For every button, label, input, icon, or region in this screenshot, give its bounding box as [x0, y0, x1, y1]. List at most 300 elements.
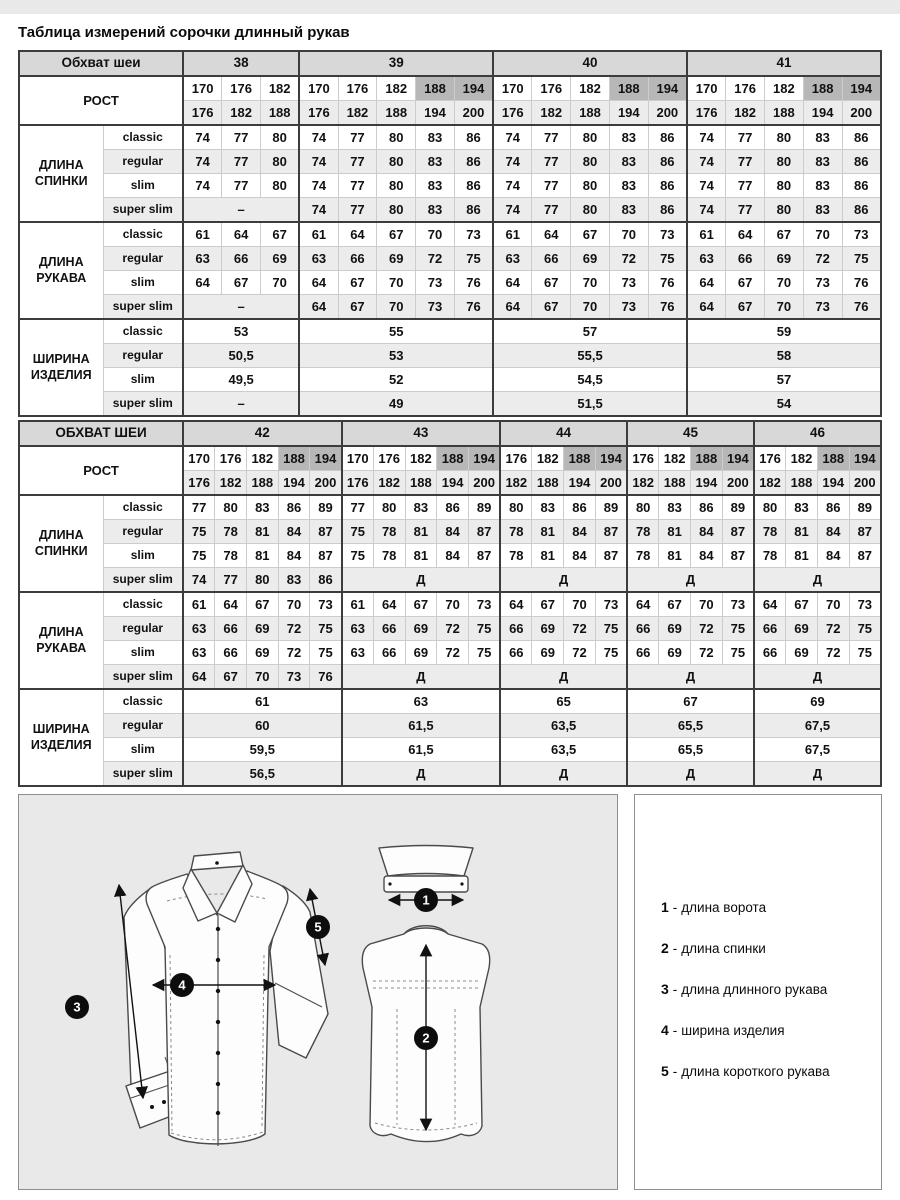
table-cell: 87	[468, 520, 500, 544]
marker-number: 2	[422, 1030, 430, 1046]
table-cell: 61	[493, 222, 532, 247]
table-cell: 76	[310, 665, 342, 690]
table-cell: 75	[648, 247, 687, 271]
table-row	[19, 319, 881, 344]
table-cell: 67	[405, 592, 437, 617]
table-cell: 77	[726, 150, 765, 174]
table-cell: 80	[571, 198, 610, 223]
table-row	[19, 495, 881, 520]
table-cell: 84	[564, 544, 596, 568]
table-cell: 74	[299, 198, 338, 223]
table-cell: 63	[687, 247, 726, 271]
legend-separator: -	[672, 941, 678, 956]
table-cell: 76	[648, 295, 687, 320]
table-cell: 77	[338, 125, 377, 150]
table-cell: 188	[278, 446, 310, 471]
table-cell: 69	[659, 617, 691, 641]
table-cell: 86	[817, 495, 849, 520]
table-cell: 69	[377, 247, 416, 271]
table-cell: 86	[648, 198, 687, 223]
table-cell: regular	[103, 617, 183, 641]
table-cell: 66	[215, 641, 247, 665]
size-col-42: 42	[183, 421, 342, 446]
table-cell: 63,5	[500, 714, 627, 738]
table-cell: 200	[648, 101, 687, 126]
table-cell: 75	[468, 617, 500, 641]
table-cell: 54,5	[493, 368, 687, 392]
table-cell: 69	[786, 641, 818, 665]
table-cell: 67	[222, 271, 261, 295]
table-cell: 80	[764, 174, 803, 198]
table-cell: 60	[183, 714, 342, 738]
table-cell: 80	[764, 198, 803, 223]
table-cell: 64	[627, 592, 659, 617]
size-col-46: 46	[754, 421, 881, 446]
table-cell: 74	[687, 150, 726, 174]
marker-circle-4	[170, 973, 194, 997]
group-product-width: ШИРИНА ИЗДЕЛИЯ	[19, 319, 103, 416]
table-cell: 194	[817, 471, 849, 496]
table-cell: 182	[215, 471, 247, 496]
table-cell: 77	[215, 568, 247, 593]
table-cell: slim	[103, 174, 183, 198]
table-cell: 67	[627, 689, 754, 714]
table-cell: 83	[405, 495, 437, 520]
table-cell: 83	[659, 495, 691, 520]
size-col-41: 41	[687, 51, 881, 76]
table-cell: 67	[532, 271, 571, 295]
table-cell: 70	[261, 271, 300, 295]
size-col-44: 44	[500, 421, 627, 446]
table-cell: 83	[609, 150, 648, 174]
legend-item-label: длина короткого рукава	[681, 1064, 830, 1079]
table-cell: 75	[183, 544, 215, 568]
table-cell: 64	[299, 295, 338, 320]
table-cell: 73	[595, 592, 627, 617]
table-cell: 86	[842, 174, 881, 198]
table-cell: 188	[437, 446, 469, 471]
table-cell: 176	[754, 446, 786, 471]
table-cell: 61	[183, 689, 342, 714]
table-cell: 76	[842, 271, 881, 295]
table-cell: 66	[215, 617, 247, 641]
size-table-42-46	[18, 420, 882, 787]
table-cell: classic	[103, 319, 183, 344]
table-cell: 86	[564, 495, 596, 520]
table-cell: 80	[764, 125, 803, 150]
table-cell: 61	[342, 592, 374, 617]
table-cell: slim	[103, 271, 183, 295]
table-cell: 81	[405, 544, 437, 568]
table-cell: 81	[405, 520, 437, 544]
table-cell: 61,5	[342, 714, 501, 738]
table-cell: 83	[416, 150, 455, 174]
table-cell: 55	[299, 319, 493, 344]
table-cell: 69	[786, 617, 818, 641]
table-cell: 75	[310, 641, 342, 665]
table-cell: 83	[416, 198, 455, 223]
table-row	[19, 544, 881, 568]
table-cell: 80	[500, 495, 532, 520]
table-cell: 194	[691, 471, 723, 496]
table-cell: 78	[500, 544, 532, 568]
table-cell: 83	[532, 495, 564, 520]
legend-item-number: 3	[661, 981, 669, 997]
table-cell: 200	[310, 471, 342, 496]
table-cell: 188	[817, 446, 849, 471]
table-cell: 64	[222, 222, 261, 247]
table-cell: 182	[571, 76, 610, 101]
table-cell: 77	[342, 495, 374, 520]
table-cell: 72	[416, 247, 455, 271]
size-col-39: 39	[299, 51, 493, 76]
table-cell: 72	[564, 641, 596, 665]
table-cell: 84	[278, 544, 310, 568]
table-cell: 176	[373, 446, 405, 471]
table-cell: 69	[261, 247, 300, 271]
table-cell: 87	[468, 544, 500, 568]
table-cell: 194	[842, 76, 881, 101]
table-cell: Д	[500, 762, 627, 787]
table-cell: 69	[764, 247, 803, 271]
table-cell: 200	[849, 471, 881, 496]
table-cell: 77	[726, 174, 765, 198]
table-cell: 188	[786, 471, 818, 496]
table-cell: 76	[454, 271, 493, 295]
table-cell: 84	[564, 520, 596, 544]
table-cell: 70	[416, 222, 455, 247]
table-row	[19, 520, 881, 544]
table-cell: 67,5	[754, 738, 881, 762]
table-cell: 67	[571, 222, 610, 247]
shirt-front-illustration	[124, 852, 328, 1146]
table-cell: 64	[183, 665, 215, 690]
table-row	[19, 247, 881, 271]
table-cell: 83	[803, 198, 842, 223]
table-cell: 84	[437, 520, 469, 544]
bottom-section	[0, 794, 900, 1190]
marker-number: 4	[178, 977, 186, 993]
table-cell: 66	[726, 247, 765, 271]
table-cell: 67	[215, 665, 247, 690]
table-cell: 73	[609, 295, 648, 320]
table-cell: slim	[103, 544, 183, 568]
table-cell: 200	[595, 471, 627, 496]
table-cell: 74	[493, 150, 532, 174]
table-cell: 61	[183, 592, 215, 617]
table-cell: 170	[183, 76, 222, 101]
table-cell: slim	[103, 738, 183, 762]
group-back-length: ДЛИНА СПИНКИ	[19, 125, 103, 222]
table-cell: 176	[500, 446, 532, 471]
table-cell: 86	[842, 125, 881, 150]
table-cell: 72	[691, 641, 723, 665]
table-cell: 67	[246, 592, 278, 617]
table-cell: 75	[183, 520, 215, 544]
table-cell: 66	[500, 617, 532, 641]
table-cell: 63	[183, 247, 222, 271]
table-cell: 86	[310, 568, 342, 593]
table-cell: 63	[183, 641, 215, 665]
table-cell: 64	[299, 271, 338, 295]
table-cell: 72	[437, 641, 469, 665]
table-cell: 73	[842, 222, 881, 247]
table-cell: 182	[532, 101, 571, 126]
height-header: РОСТ	[19, 76, 183, 125]
table-cell: 72	[803, 247, 842, 271]
table-cell: 72	[278, 641, 310, 665]
table-cell: 87	[310, 544, 342, 568]
table-cell: 63	[493, 247, 532, 271]
table-cell: 188	[532, 471, 564, 496]
table-cell: 81	[659, 544, 691, 568]
table-cell: 61	[183, 222, 222, 247]
table-cell: 70	[571, 271, 610, 295]
table-cell: 176	[215, 446, 247, 471]
marker-number: 1	[422, 892, 430, 908]
table-cell: regular	[103, 150, 183, 174]
table-cell: 77	[222, 174, 261, 198]
legend-panel	[634, 794, 882, 1190]
table-cell: regular	[103, 344, 183, 368]
table-cell: 73	[416, 295, 455, 320]
table-cell: 77	[338, 174, 377, 198]
table-cell: 86	[278, 495, 310, 520]
table-cell: 74	[183, 150, 222, 174]
table-cell: super slim	[103, 568, 183, 593]
table-cell: 53	[183, 319, 299, 344]
table-cell: 200	[468, 471, 500, 496]
table-cell: 67	[726, 295, 765, 320]
table-cell: 67	[659, 592, 691, 617]
table-cell: 176	[687, 101, 726, 126]
table-cell: 182	[377, 76, 416, 101]
marker-number: 3	[73, 999, 81, 1015]
table-cell: 200	[722, 471, 754, 496]
size-col-38: 38	[183, 51, 299, 76]
table-cell: 61	[299, 222, 338, 247]
table-cell: 73	[609, 271, 648, 295]
table-cell: 64	[687, 271, 726, 295]
table-cell: 66	[532, 247, 571, 271]
table-row	[19, 51, 881, 76]
table-cell: 83	[609, 125, 648, 150]
table-cell: 61	[687, 222, 726, 247]
table-cell: 89	[310, 495, 342, 520]
table-cell: 80	[571, 174, 610, 198]
table-cell: 182	[659, 446, 691, 471]
table-cell: 182	[405, 446, 437, 471]
table-cell: 86	[454, 174, 493, 198]
table-cell: 77	[532, 150, 571, 174]
table-cell: 70	[609, 222, 648, 247]
table-cell: 80	[261, 150, 300, 174]
table-cell: 67,5	[754, 714, 881, 738]
table-cell: 188	[416, 76, 455, 101]
table-cell: 83	[803, 125, 842, 150]
table-cell: 64	[500, 592, 532, 617]
table-cell: 194	[310, 446, 342, 471]
table-cell: 74	[687, 174, 726, 198]
table-cell: 76	[842, 295, 881, 320]
table-cell: 72	[817, 617, 849, 641]
table-cell: 78	[754, 520, 786, 544]
table-cell: 194	[849, 446, 881, 471]
table-row	[19, 295, 881, 320]
table-cell: 67	[786, 592, 818, 617]
table-cell: 78	[627, 520, 659, 544]
table-cell: 83	[416, 125, 455, 150]
table-cell: super slim	[103, 665, 183, 690]
table-row	[19, 222, 881, 247]
table-cell: 75	[595, 617, 627, 641]
table-cell: 75	[842, 247, 881, 271]
table-cell: 182	[532, 446, 564, 471]
neck-girth-header: Обхват шеи	[19, 51, 183, 76]
table-cell: 66	[754, 617, 786, 641]
table-cell: 75	[722, 617, 754, 641]
table-cell: 74	[687, 198, 726, 223]
table-cell: 80	[215, 495, 247, 520]
table-row	[19, 592, 881, 617]
collar-illustration	[379, 846, 473, 893]
marker-circle-1	[414, 888, 438, 912]
table-cell: 83	[416, 174, 455, 198]
table-cell: –	[183, 295, 299, 320]
table-cell: 84	[817, 520, 849, 544]
table-cell: 182	[627, 471, 659, 496]
table-row	[19, 368, 881, 392]
table-cell: 200	[454, 101, 493, 126]
table-row	[19, 125, 881, 150]
table-cell: 69	[246, 641, 278, 665]
legend-item-number: 1	[661, 899, 669, 915]
marker-circle-2	[414, 1026, 438, 1050]
table-cell: 78	[627, 544, 659, 568]
table-cell: 77	[532, 174, 571, 198]
table-cell: Д	[500, 568, 627, 593]
table-cell: 70	[764, 295, 803, 320]
table-cell: 65	[500, 689, 627, 714]
table-cell: Д	[754, 665, 881, 690]
table-cell: 70	[377, 295, 416, 320]
table-cell: 78	[373, 544, 405, 568]
table-cell: 74	[299, 125, 338, 150]
table-cell: 75	[722, 641, 754, 665]
table-cell: 81	[786, 544, 818, 568]
table-cell: 75	[454, 247, 493, 271]
measurement-diagram	[18, 794, 618, 1190]
table-cell: 64	[532, 222, 571, 247]
table-cell: 70	[817, 592, 849, 617]
table-cell: 80	[571, 125, 610, 150]
table-cell: 182	[338, 101, 377, 126]
table-cell: 176	[338, 76, 377, 101]
table-cell: 64	[687, 295, 726, 320]
table-cell: 49,5	[183, 368, 299, 392]
table-cell: 84	[817, 544, 849, 568]
table-cell: 70	[246, 665, 278, 690]
table-cell: 61,5	[342, 738, 501, 762]
group-product-width: ШИРИНА ИЗДЕЛИЯ	[19, 689, 103, 786]
table-cell: 74	[493, 174, 532, 198]
table-cell: 81	[659, 520, 691, 544]
table-cell: 86	[454, 198, 493, 223]
table-cell: 73	[849, 592, 881, 617]
table-cell: 70	[377, 271, 416, 295]
table-cell: 188	[246, 471, 278, 496]
table-cell: 57	[687, 368, 881, 392]
table-cell: 73	[310, 592, 342, 617]
table-cell: 73	[416, 271, 455, 295]
table-cell: 194	[468, 446, 500, 471]
table-cell: 80	[627, 495, 659, 520]
table-cell: Д	[342, 762, 501, 787]
table-cell: 67	[261, 222, 300, 247]
table-cell: 194	[803, 101, 842, 126]
table-cell: 83	[786, 495, 818, 520]
table-cell: 83	[609, 174, 648, 198]
table-cell: 73	[454, 222, 493, 247]
legend-separator: -	[672, 1023, 678, 1038]
table-cell: 80	[764, 150, 803, 174]
table-cell: 64	[215, 592, 247, 617]
table-cell: 66	[627, 641, 659, 665]
table-cell: 80	[571, 150, 610, 174]
table-cell: 67	[726, 271, 765, 295]
table-cell: 70	[571, 295, 610, 320]
table-cell: regular	[103, 247, 183, 271]
table-cell: 188	[261, 101, 300, 126]
table-cell: 69	[754, 689, 881, 714]
table-cell: 80	[377, 125, 416, 150]
table-cell: 64	[754, 592, 786, 617]
legend-item-2	[661, 940, 881, 956]
table-cell: 78	[215, 544, 247, 568]
table-cell: 66	[373, 641, 405, 665]
table-cell: 69	[659, 641, 691, 665]
table-cell: 182	[726, 101, 765, 126]
table-cell: slim	[103, 641, 183, 665]
table-cell: 89	[849, 495, 881, 520]
table-cell: 77	[222, 125, 261, 150]
legend-separator: -	[672, 1064, 678, 1079]
table-cell: 188	[377, 101, 416, 126]
table-cell: 76	[454, 295, 493, 320]
table-cell: 66	[222, 247, 261, 271]
table-cell: 77	[222, 150, 261, 174]
table-cell: 64	[726, 222, 765, 247]
table-cell: 77	[726, 198, 765, 223]
table-cell: 182	[500, 471, 532, 496]
table-cell: 55,5	[493, 344, 687, 368]
table-cell: 70	[691, 592, 723, 617]
table-row	[19, 76, 881, 101]
legend-item-label: длина длинного рукава	[681, 982, 828, 997]
table-cell: 73	[803, 295, 842, 320]
table-cell: 69	[405, 641, 437, 665]
page-title: Таблица измерений сорочки длинный рукав	[18, 24, 350, 41]
table-cell: 75	[849, 641, 881, 665]
table-cell: regular	[103, 714, 183, 738]
table-cell: 72	[691, 617, 723, 641]
table-cell: 67	[338, 271, 377, 295]
table-cell: 78	[373, 520, 405, 544]
table-cell: Д	[342, 568, 501, 593]
table-cell: 80	[246, 568, 278, 593]
table-cell: 58	[687, 344, 881, 368]
table-cell: 66	[500, 641, 532, 665]
